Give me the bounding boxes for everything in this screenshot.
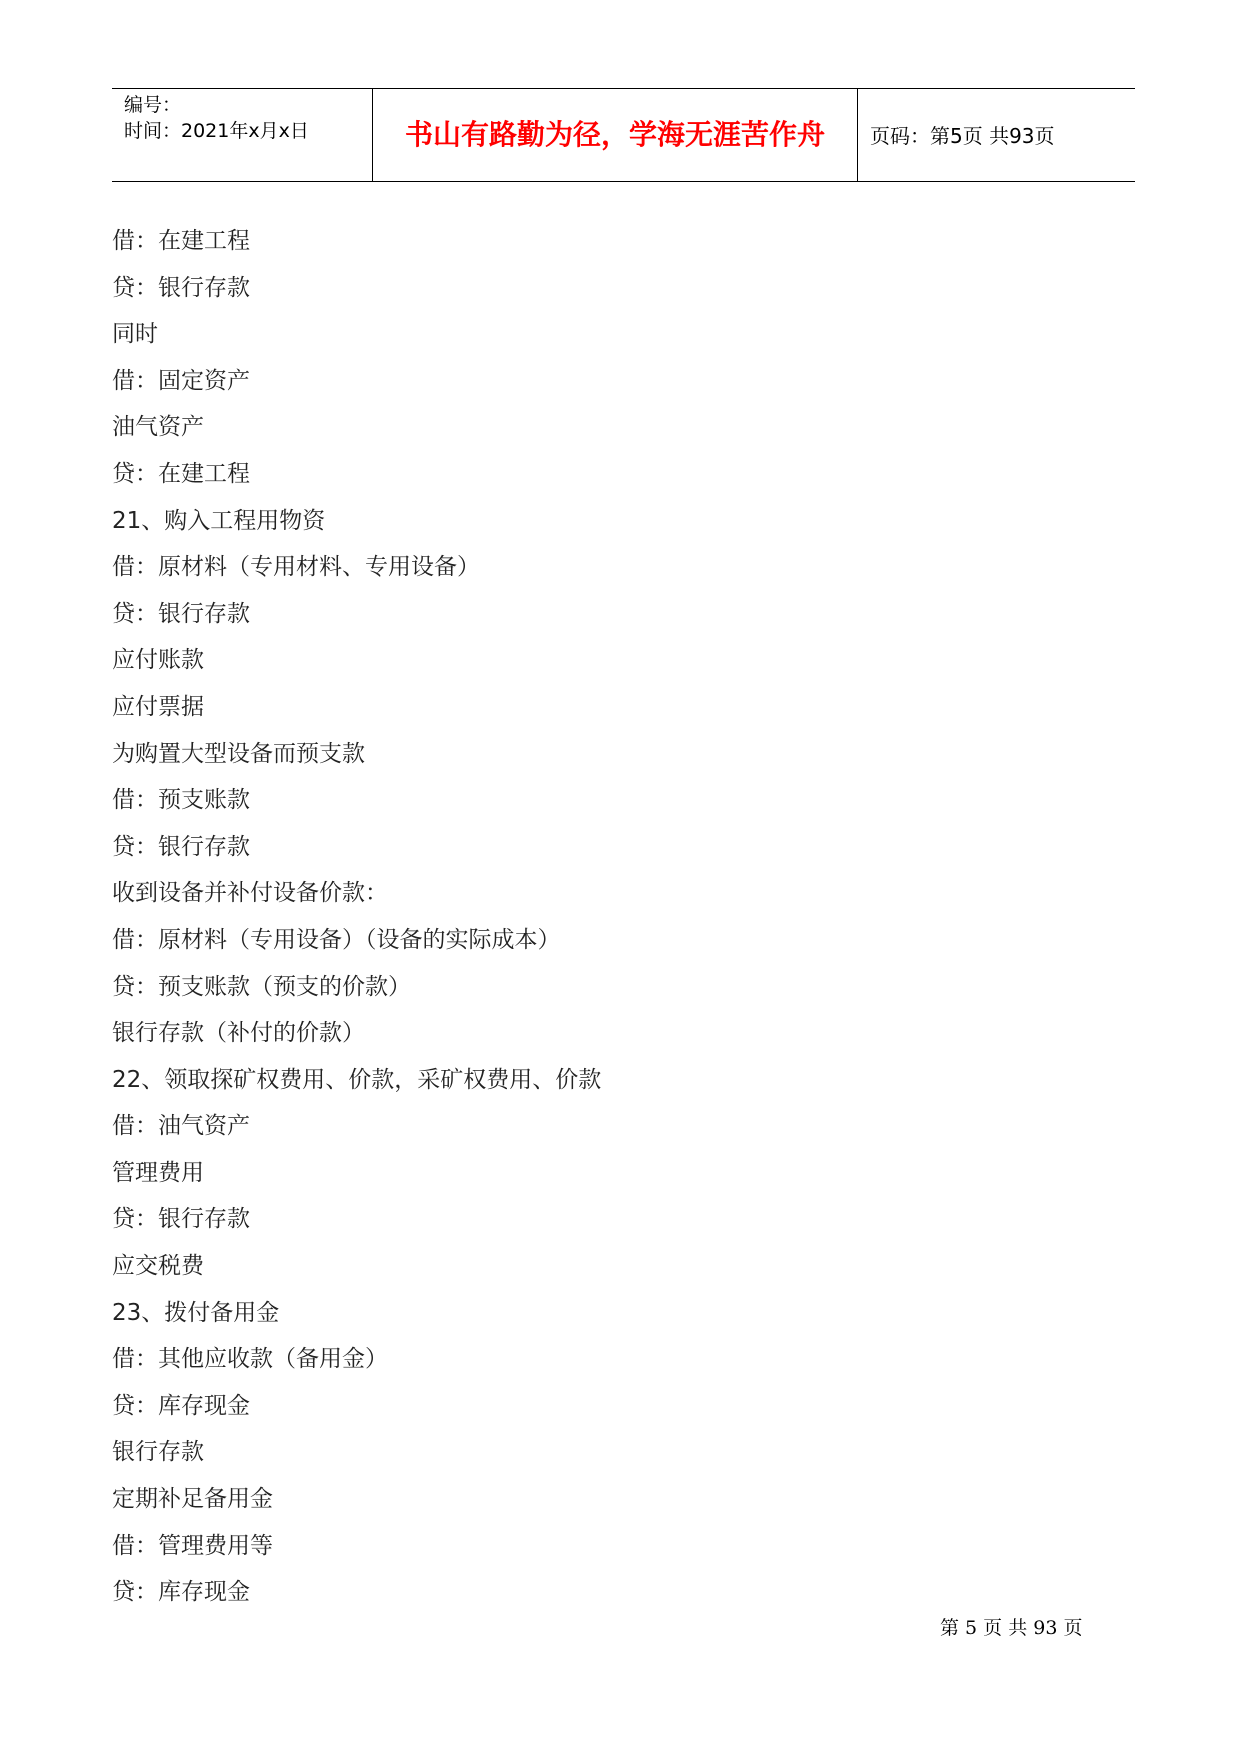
text-line: 油气资产: [112, 414, 204, 441]
text-line: 借：预支账款: [112, 787, 250, 814]
text-line: 贷：银行存款: [112, 274, 250, 301]
text-line: 21、购入工程用物资: [112, 507, 326, 534]
text-line: 同时: [112, 321, 158, 348]
text-line: 贷：预支账款（预支的价款）: [112, 973, 411, 1000]
text-line: 为购置大型设备而预支款: [112, 740, 365, 767]
text-line: 贷：银行存款: [112, 833, 250, 860]
document-body: [112, 218, 1112, 1616]
text-line: 借：固定资产: [112, 367, 250, 394]
text-line: 收到设备并补付设备价款：: [112, 880, 388, 907]
text-line: 22、领取探矿权费用、价款，采矿权费用、价款: [112, 1066, 602, 1093]
header-page-cell: [858, 89, 1135, 181]
text-line: 借：原材料（专用设备）（设备的实际成本）: [112, 926, 561, 953]
text-line: 贷：在建工程: [112, 460, 250, 487]
text-line: 借：管理费用等: [112, 1532, 273, 1559]
text-line: 应交税费: [112, 1253, 204, 1280]
text-line: 23、拨付备用金: [112, 1299, 280, 1326]
text-line: 贷：库存现金: [112, 1579, 250, 1606]
text-line: 借：原材料（专用材料、专用设备）: [112, 554, 480, 581]
header-motto: 书山有路勤为径，学海无涯苦作舟: [404, 118, 825, 151]
text-line: 应付票据: [112, 693, 204, 720]
header-page-info: 页码：第5页 共93页: [870, 124, 1055, 148]
document-time-label: 时间：2021年x月x日: [124, 120, 309, 142]
page-footer: 第 5 页 共 93 页: [940, 1617, 1083, 1639]
text-line: 管理费用: [112, 1159, 204, 1186]
text-line: 贷：银行存款: [112, 600, 250, 627]
text-line: 借：在建工程: [112, 228, 250, 254]
page-header: [112, 88, 1135, 182]
text-line: 定期补足备用金: [112, 1486, 273, 1513]
text-line: 借：其他应收款（备用金）: [112, 1346, 388, 1373]
header-meta-cell: [112, 89, 372, 181]
document-number-label: 编号：: [124, 94, 182, 116]
text-line: 贷：银行存款: [112, 1206, 250, 1233]
text-line: 银行存款: [112, 1439, 204, 1466]
text-line: 应付账款: [112, 647, 204, 674]
text-line: 借：油气资产: [112, 1113, 250, 1140]
text-line: 贷：库存现金: [112, 1392, 250, 1419]
header-motto-cell: [372, 89, 858, 181]
text-line: 银行存款（补付的价款）: [112, 1020, 365, 1047]
